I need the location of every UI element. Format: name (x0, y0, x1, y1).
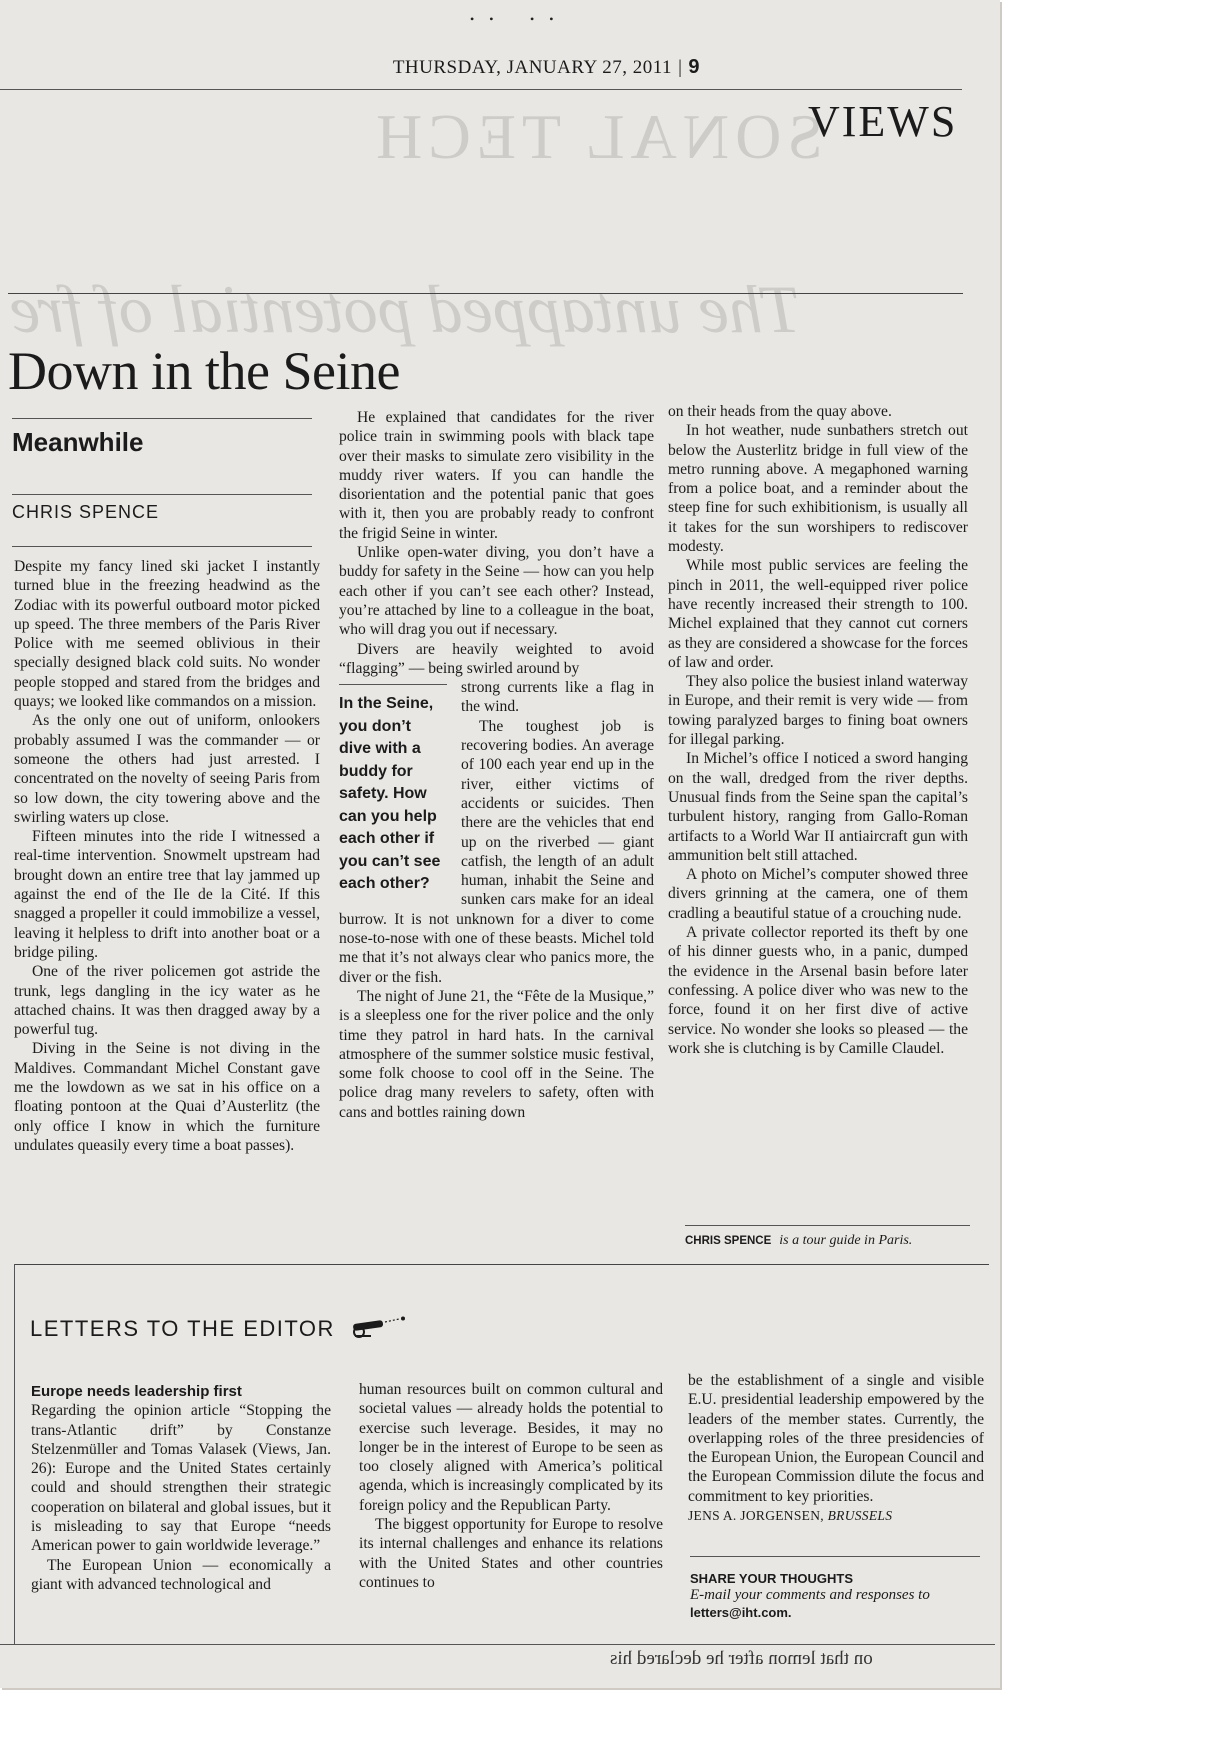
masthead-rule (0, 89, 962, 90)
paragraph: One of the river policemen got astride the trunk, legs dangling in the icy water as he attached chains. It was then dragged away by a powerful tug. (14, 963, 320, 1039)
author-tagline (685, 1233, 912, 1249)
letter-signoff (688, 1506, 984, 1525)
pull-quote: In the Seine, you don’t dive with a buddy for safety. How can you help each other if you can’t see each other? (339, 684, 447, 896)
paragraph: Unlike open-water diving, you don’t have a buddy for safety in the Seine — how can you help each other if you can’t see each other? Instead, you’re attached by line to a colleague in the boat, who will drag you out if necessary. (339, 544, 654, 639)
letters-top-rule (14, 1264, 989, 1265)
letters-header (30, 1316, 407, 1344)
print-marks: • • (530, 12, 560, 26)
share-title: SHARE YOUR THOUGHTS (690, 1571, 853, 1586)
page-number: 9 (688, 56, 700, 78)
article-headline: Down in the Seine (8, 341, 400, 401)
paragraph: While most public services are feeling the pinch in 2011, the well-equipped river police have recently increased their strength to 100. Michel explained that they cannot cut corners as they are considered a showcase for the forces of law and order. (668, 557, 968, 671)
byline: CHRIS SPENCE (12, 502, 160, 522)
paragraph: A photo on Michel’s computer showed three divers grinning at the camera, one of them cradling a beautiful statue of a crouching nude. (668, 866, 968, 922)
kicker-rule (12, 418, 312, 419)
paragraph: The European Union — economically a giant with advanced technological and (31, 1556, 331, 1593)
share-text: E-mail your comments and responses to (690, 1587, 930, 1603)
paragraph: on their heads from the quay above. (668, 403, 892, 420)
signoff-city: BRUSSELS (827, 1508, 893, 1524)
paragraph: A private collector reported its theft by one of his dinner guests who, in a panic, dumped the evidence in the Arsenal basin before later confessing. A police diver who was new to the force, found it on her first dive of active service. No wonder she looks so pleased — the work she is clutching is by Camille Claudel. (668, 924, 968, 1057)
paragraph: Regarding the opinion article “Stopping the trans-Atlantic drift” by Constanze Stelzenmüller and Tomas Valasek (Views, Jan. 26): Europe and the United States certainly could and should strengthen their strategic cooperation on bilateral and global issues, but it is misleading to say that Europe “needs American power to gain worldwide leverage.” (31, 1402, 331, 1555)
paragraph: The biggest opportunity for Europe to resolve its internal challenges and enhance its relations with the United States and other countries continues to (359, 1516, 663, 1591)
cannon-icon (349, 1316, 407, 1344)
letter-title: Europe needs leadership first (31, 1383, 242, 1400)
byline-rule-bottom (12, 546, 312, 547)
bleed-through-section: SONAL TECH (370, 101, 823, 172)
letters-side-rule (14, 1264, 16, 1644)
bleed-through-bottom-line: on that lemon after he declared his (610, 1648, 873, 1669)
paragraph: The toughest job is recovering bodies. An average of 100 each year end up in the river, either victims of accidents or suicides. Then there are the vehicles that end up on the riverbed — giant catfish, the length of an adult human, inhabit the Seine and sunken cars make for an ideal burrow. It is not unknown for a diver to come nose-to-nose with one of these beasts. Michel told me that it’s not always clear who panics more, the diver or the fish. (339, 717, 654, 986)
article-top-rule (8, 293, 963, 294)
page-date: THURSDAY, JANUARY 27, 2011 (392, 57, 673, 78)
date-separator: | (678, 57, 683, 78)
letters-column-2 (359, 1380, 663, 1592)
tagline-name: CHRIS SPENCE (685, 1235, 772, 1247)
letters-column-3 (688, 1371, 984, 1525)
paragraph: In Michel’s office I noticed a sword hanging on the wall, dredged from the river depths. Unusual finds from the Seine span the capital’s turbulent history, ranging from Gallo-Roman artifacts to a World War II antiaircraft gun with ammunition belt still attached. (668, 750, 968, 864)
column-kicker: Meanwhile (12, 427, 144, 457)
tagline-rule (685, 1225, 970, 1226)
bleed-through-headline: The untapped potential of fre (10, 271, 801, 347)
paragraph: They also police the busiest inland waterway in Europe, and their remit is very wide — from towing paralyzed barges to fining boat owners for illegal parking. (668, 673, 968, 749)
page-bottom-rule (0, 1644, 995, 1645)
section-title: VIEWS (808, 97, 958, 146)
byline-rule (12, 494, 312, 495)
page-date-line (393, 56, 700, 79)
paragraph: Divers are heavily weighted to avoid “flagging” — being swirled around by (339, 640, 654, 677)
paragraph: Despite my fancy lined ski jacket I instantly turned blue in the freezing headwind as the Zodiac with its powerful outboard motor picked up speed. The three members of the Paris River Police with me seemed oblivious in their specially designed black cold suits. No wonder people stopped and stared from the bridges and quays; we looked like commandos on a mission. (14, 558, 320, 711)
paragraph: human resources built on common cultural and societal values — already holds the potential to exercise such leverage. Besides, it may no longer be in the interest of Europe to be seen as too closely aligned with America’s political agenda, which is increasingly complicated by its foreign policy and the Republican Party. (359, 1381, 663, 1514)
paragraph: In hot weather, nude sunbathers stretch out below the Austerlitz bridge in full view of the metro running above. A megaphoned warning from a police boat, and a reminder about the steep fine for such exhibitionism, is usually all it takes for the sun worshipers to rediscover modesty. (668, 422, 968, 556)
tagline-text: is a tour guide in Paris. (779, 1233, 913, 1248)
paragraph: strong currents like a flag in the wind. (461, 679, 654, 716)
article-column-1 (14, 557, 320, 1155)
share-email-link[interactable]: letters@iht.com. (690, 1605, 792, 1620)
paragraph: As the only one out of uniform, onlookers probably assumed I was the commander — or someone the others had just arrested. I concentrated on the novelty of seeing Paris from so low down, the city towering above and the swirling waters up close. (14, 712, 320, 826)
article-column-2 (339, 408, 654, 1122)
paragraph: be the establishment of a single and visible E.U. presidential leadership empowered by the leaders of the member states. Currently, the overlapping roles of the three presidencies of the European Union, the European Council and the European Commission dilute the focus and commitment to key priorities. (688, 1372, 984, 1505)
letters-header-text: LETTERS TO THE EDITOR (30, 1316, 335, 1341)
paragraph: Diving in the Seine is not diving in the Maldives. Commandant Michel Constant gave me the lowdown as we sat in his office on a floating pontoon at the Quai d’Austerlitz (the only office I know in which the furniture undulates queasily every time a boat passes). (14, 1040, 320, 1154)
paragraph: The night of June 21, the “Fête de la Musique,” is a sleepless one for the river police and the only time they patrol in hard hats. In the carnival atmosphere of the summer solstice music festival, some folk choose to cool off in the Seine. The police drag many revelers to safety, often with cans and bottles raining down (339, 987, 654, 1121)
article-column-3 (668, 402, 968, 1058)
print-marks: • • (470, 12, 500, 26)
paragraph: Fifteen minutes into the ride I witnessed a real-time intervention. Snowmelt upstream had brought down an entire tree that lay jammed up against the end of the Ile de la Cité. If this snagged a propeller it could immobilize a vessel, leaving it helpless to drift into another boat or a bridge piling. (14, 828, 320, 961)
letters-column-1 (31, 1382, 331, 1594)
paragraph: He explained that candidates for the river police train in swimming pools with black tape over their masks to simulate zero visibility in the muddy river waters. If you can handle the disorientation and the potential panic that goes with it, then you are probably ready to confront the frigid Seine in winter. (339, 409, 654, 542)
share-your-thoughts (690, 1556, 980, 1620)
signoff-name: JENS A. JORGENSEN, (688, 1508, 824, 1524)
